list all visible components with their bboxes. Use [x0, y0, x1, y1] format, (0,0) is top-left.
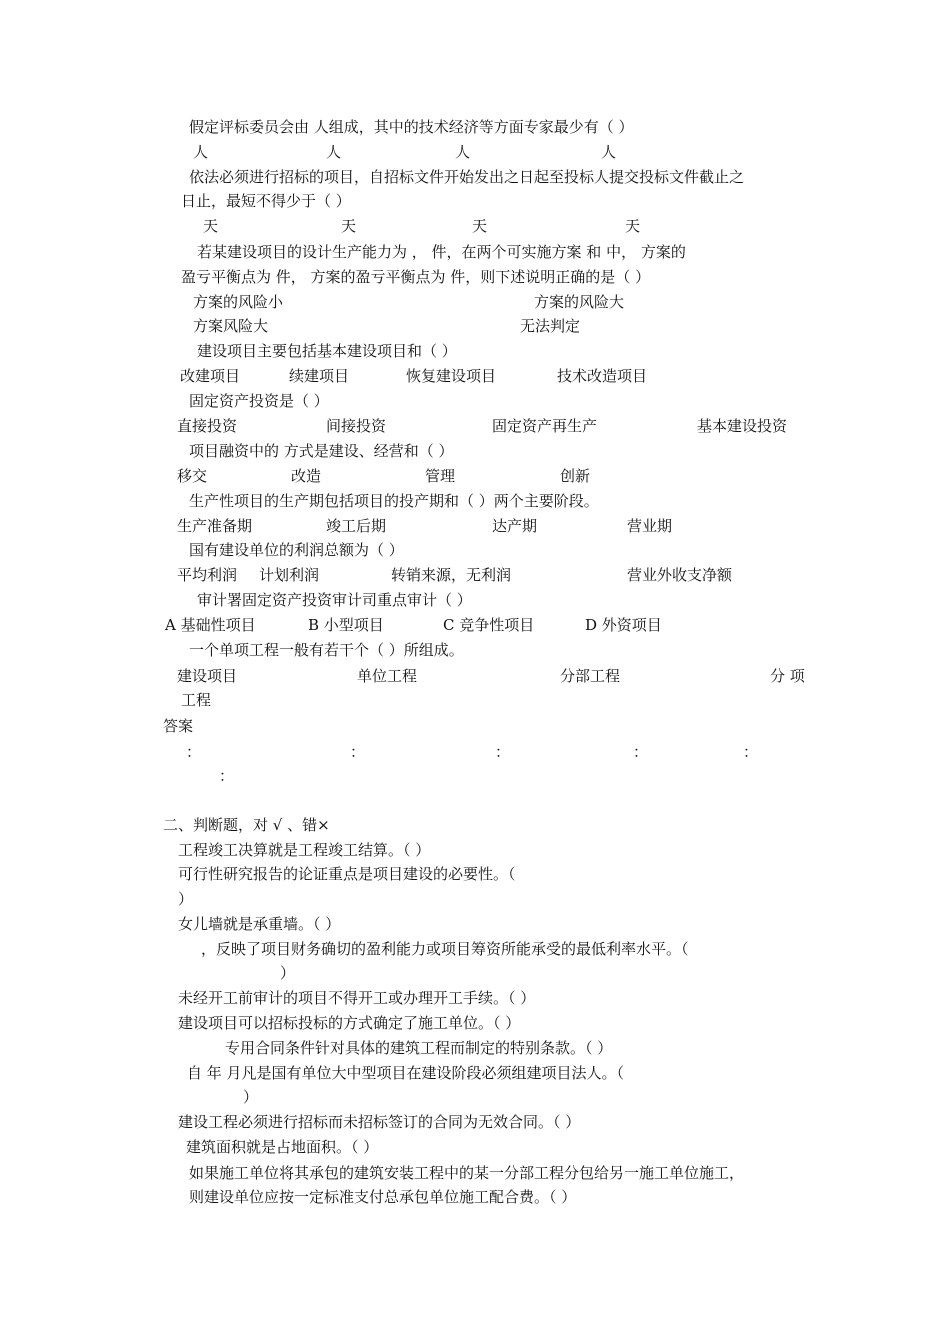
question-3-option-b: 方案的风险大: [534, 293, 625, 311]
question-3-option-c: 方案风险大: [193, 317, 269, 335]
judgement-item: ，反映了项目财务确切的盈利能力或项目筹资所能承受的最低利率水平。（: [201, 940, 689, 958]
judgement-item: 专用合同条件针对具体的建筑工程而制定的特别条款。（ ）: [225, 1039, 613, 1057]
question-1-option-b: 人: [326, 143, 342, 161]
answer-colon-1: ：: [186, 743, 202, 761]
question-9-option-c: C 竞争性项目: [443, 616, 535, 634]
question-6-option-d: 创新: [560, 467, 591, 485]
answer-colon-5: ：: [743, 743, 759, 761]
judgement-item: 未经开工前审计的项目不得开工或办理开工手续。（ ）: [178, 989, 536, 1007]
question-1-stem: 假定评标委员会由 人组成，其中的技术经济等方面专家最少有（ ）: [189, 118, 634, 136]
question-2-option-d: 天: [625, 217, 641, 235]
question-7-option-a: 生产准备期: [177, 517, 253, 535]
question-8-option-b: 计划利润: [259, 566, 320, 584]
answer-colon-6: ：: [219, 767, 235, 785]
question-2-option-a: 天: [203, 217, 219, 235]
question-8-option-a: 平均利润: [177, 566, 238, 584]
question-3-stem-cont: 盈亏平衡点为 件， 方案的盈亏平衡点为 件，则下述说明正确的是（ ）: [181, 268, 651, 286]
judgement-item: 建设工程必须进行招标而未招标签订的合同为无效合同。（ ）: [178, 1113, 581, 1131]
question-4-option-d: 技术改造项目: [557, 367, 648, 385]
question-4-option-a: 改建项目: [180, 367, 241, 385]
judgement-item: 女儿墙就是承重墙。（ ）: [178, 915, 341, 933]
question-4-option-b: 续建项目: [289, 367, 350, 385]
question-2-stem-cont: 日止，最短不得少于（ ）: [181, 192, 351, 210]
judgement-item-cont: 则建设单位应按一定标准支付总承包单位施工配合费。（ ）: [189, 1188, 577, 1206]
question-7-option-c: 达产期: [492, 517, 538, 535]
judgement-item: 工程竣工决算就是工程竣工结算。（ ）: [178, 841, 431, 859]
question-3-stem: 若某建设项目的设计生产能力为 ， 件，在两个可实施方案 和 中， 方案的: [197, 243, 686, 261]
question-6-option-c: 管理: [425, 467, 456, 485]
question-8-stem: 国有建设单位的利润总额为（ ）: [189, 541, 404, 559]
question-5-option-d: 基本建设投资: [697, 417, 788, 435]
answers-label: 答案: [163, 717, 194, 735]
question-10-option-d-cont: 工程: [181, 691, 212, 709]
question-10-option-d: 分 项: [770, 667, 805, 685]
question-6-stem: 项目融资中的 方式是建设、经营和（ ）: [189, 442, 454, 460]
question-10-option-c: 分部工程: [560, 667, 621, 685]
answer-colon-3: ：: [495, 743, 511, 761]
question-7-stem: 生产性项目的生产期包括项目的投产期和（ ）两个主要阶段。: [189, 492, 599, 510]
judgement-item: 如果施工单位将其承包的建筑安装工程中的某一分部工程分包给另一施工单位施工，: [189, 1164, 745, 1182]
judgement-item-cont: ）: [280, 964, 296, 982]
question-8-option-d: 营业外收支净额: [627, 566, 733, 584]
question-6-option-a: 移交: [177, 467, 208, 485]
question-3-option-d: 无法判定: [520, 317, 581, 335]
question-5-stem: 固定资产投资是（ ）: [189, 392, 329, 410]
judgement-item-cont: ）: [243, 1088, 259, 1106]
judgement-item-cont: ）: [178, 890, 194, 908]
question-6-option-b: 改造: [291, 467, 322, 485]
question-2-stem: 依法必须进行招标的项目，自招标文件开始发出之日起至投标人提交投标文件截止之: [189, 168, 745, 186]
judgement-item: 自 年 月凡是国有单位大中型项目在建设阶段必须组建项目法人。（: [187, 1064, 625, 1082]
question-9-stem: 审计署固定资产投资审计司重点审计（ ）: [197, 591, 472, 609]
question-2-option-c: 天: [472, 217, 488, 235]
question-10-option-b: 单位工程: [357, 667, 418, 685]
question-1-option-a: 人: [193, 143, 209, 161]
answer-colon-2: ：: [350, 743, 366, 761]
question-5-option-a: 直接投资: [177, 417, 238, 435]
question-9-option-b: B 小型项目: [308, 616, 384, 634]
question-10-option-a: 建设项目: [177, 667, 238, 685]
answer-colon-4: ：: [633, 743, 649, 761]
judgement-item: 可行性研究报告的论证重点是项目建设的必要性。（: [178, 865, 516, 883]
judgement-item: 建筑面积就是占地面积。（ ）: [186, 1138, 379, 1156]
judgement-item: 建设项目可以招标投标的方式确定了施工单位。（ ）: [178, 1014, 521, 1032]
question-10-stem: 一个单项工程一般有若干个（ ）所组成。: [189, 641, 464, 659]
question-9-option-a: A 基础性项目: [165, 616, 256, 634]
question-3-option-a: 方案的风险小: [193, 293, 284, 311]
question-7-option-d: 营业期: [627, 517, 673, 535]
question-2-option-b: 天: [341, 217, 357, 235]
section-2-heading: 二、判断题，对 √ 、错×: [163, 816, 330, 834]
question-5-option-b: 间接投资: [326, 417, 387, 435]
question-9-option-d: D 外资项目: [585, 616, 662, 634]
question-4-option-c: 恢复建设项目: [406, 367, 497, 385]
question-1-option-d: 人: [601, 143, 617, 161]
question-5-option-c: 固定资产再生产: [492, 417, 598, 435]
question-8-option-c: 转销来源，无利润: [391, 566, 512, 584]
question-4-stem: 建设项目主要包括基本建设项目和（ ）: [197, 342, 457, 360]
question-7-option-b: 竣工后期: [326, 517, 387, 535]
question-1-option-c: 人: [455, 143, 471, 161]
